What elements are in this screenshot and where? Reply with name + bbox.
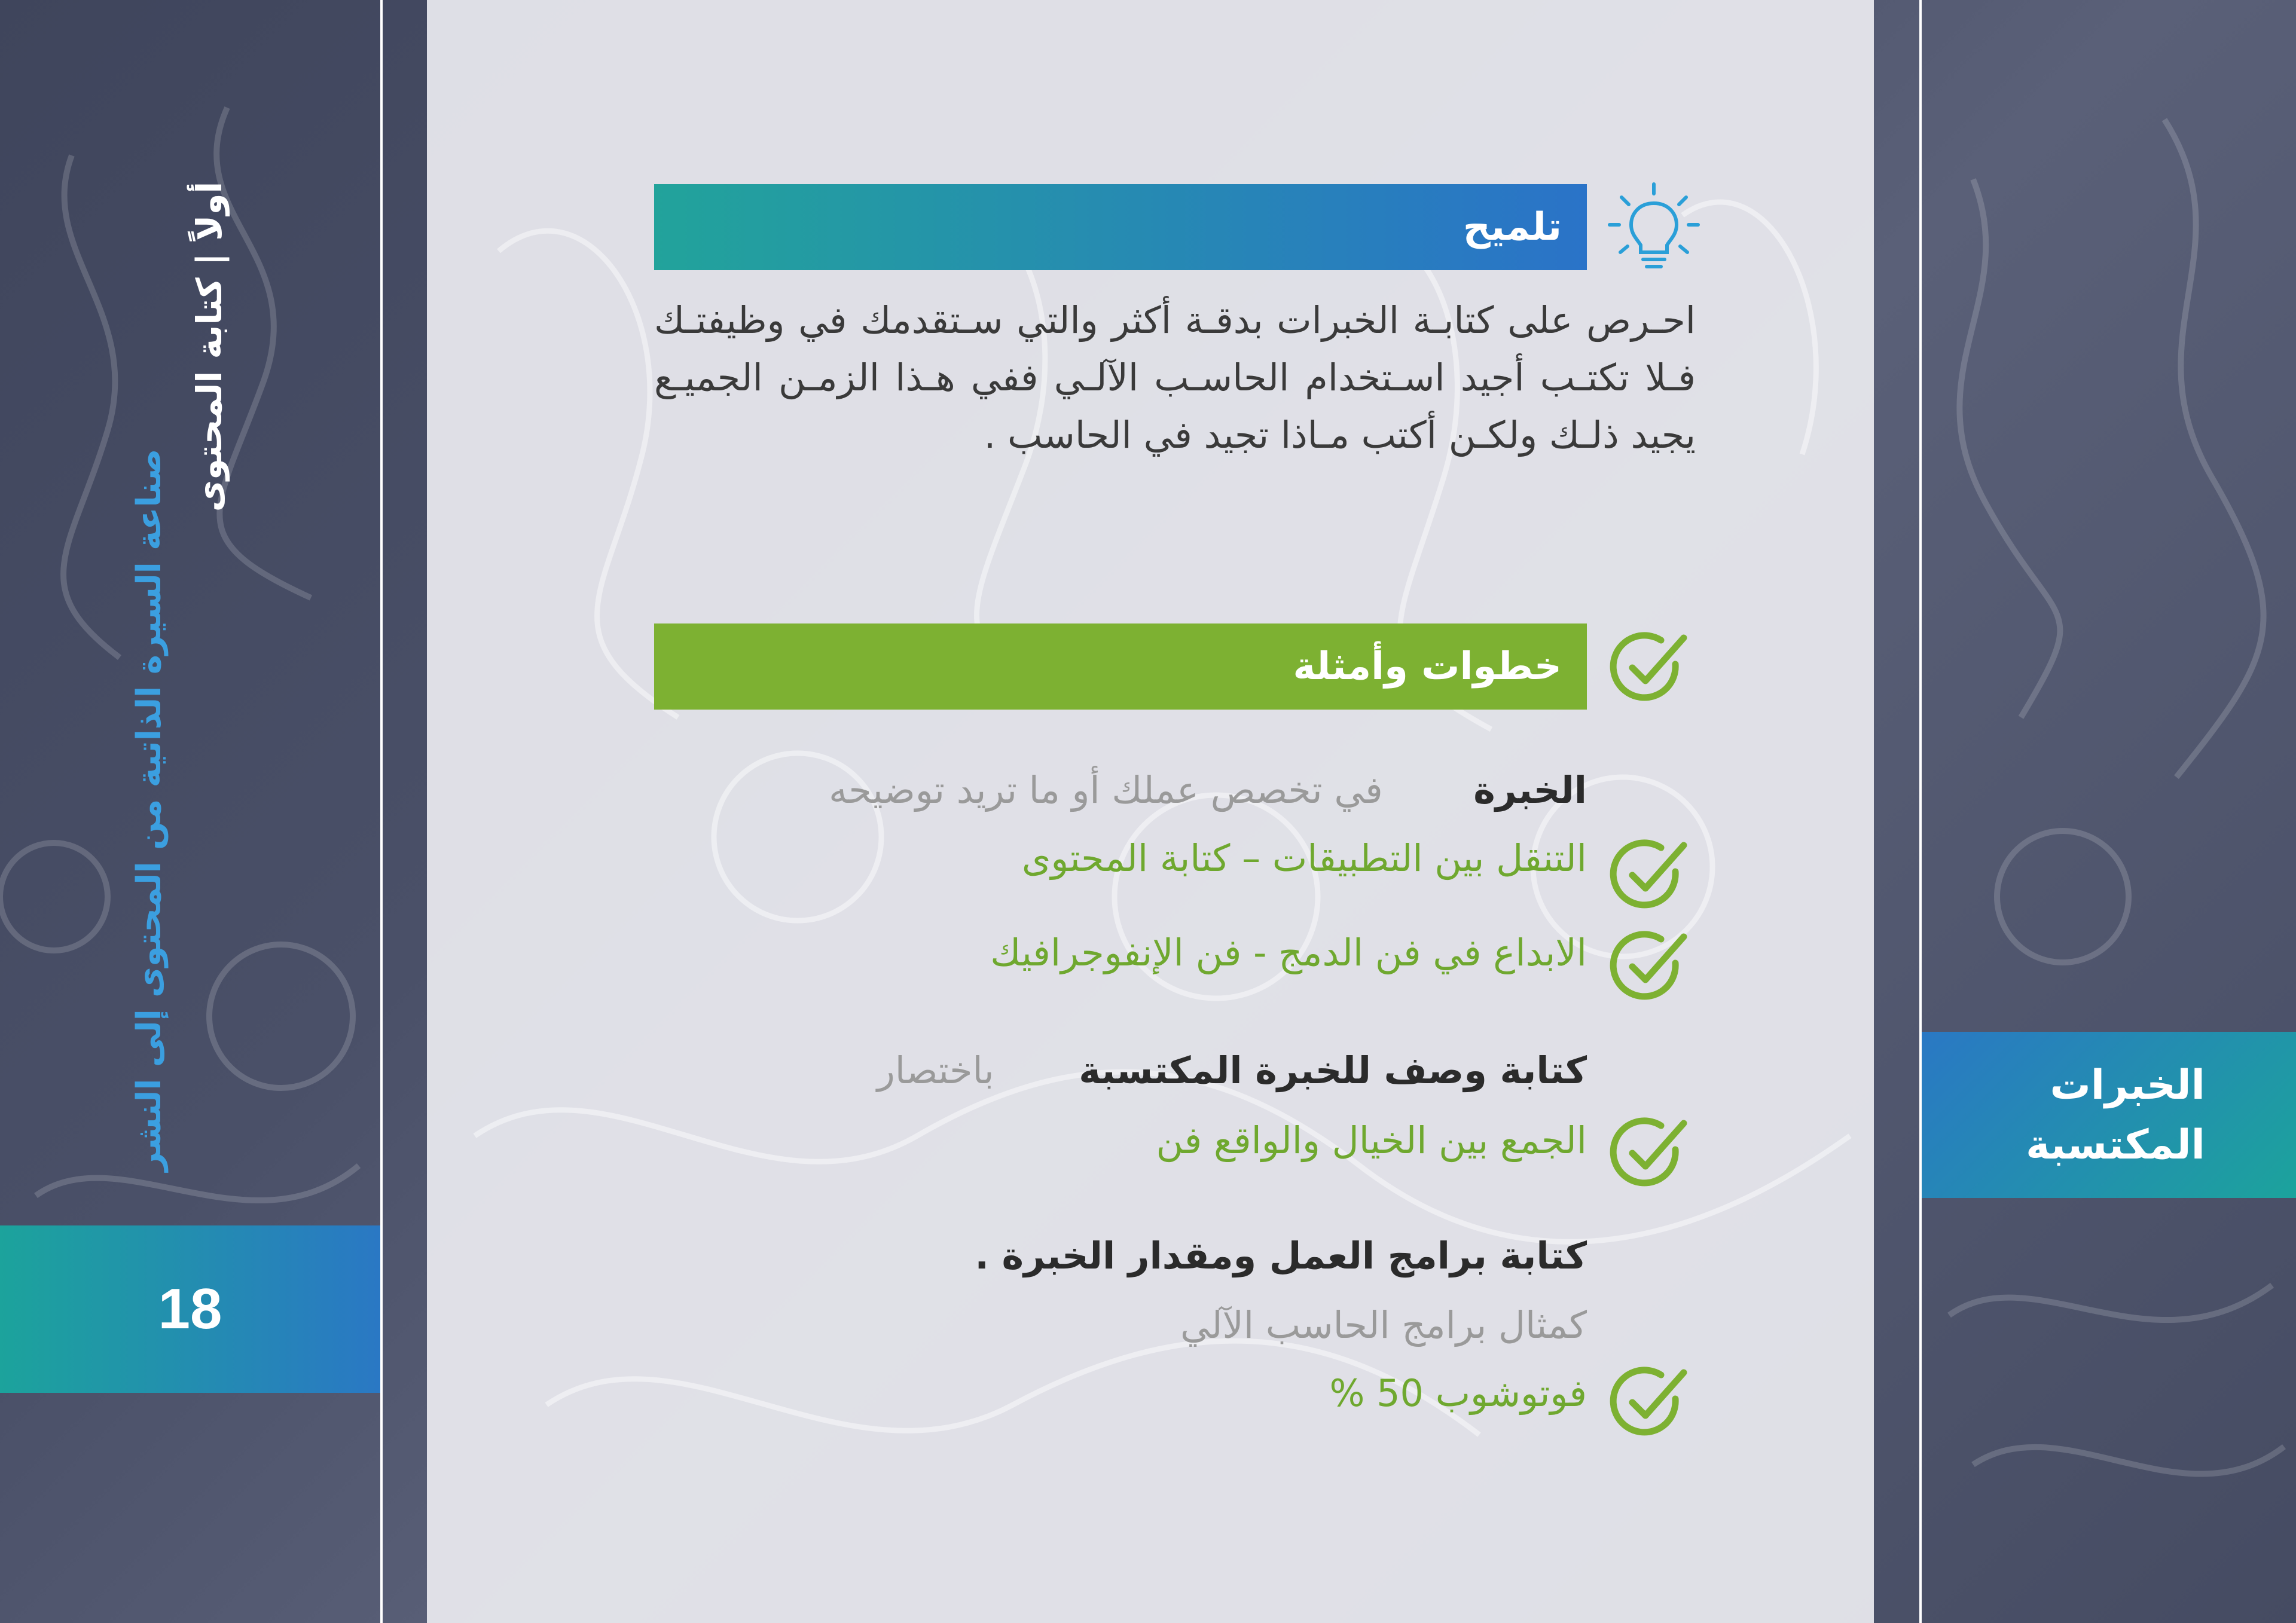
section-label-box: [1922, 1032, 2296, 1198]
chapter-label: أولاً | كتابة المحتوى: [189, 181, 230, 512]
step-heading-note: باختصار: [877, 1049, 994, 1092]
page-number-box: [0, 1225, 380, 1393]
step-heading-text: الخبرة: [1473, 768, 1587, 812]
book-title: صناعة السيرة الذاتية من المحتوى إلى النشر: [130, 448, 169, 1172]
tip-header-bar: [654, 184, 1587, 270]
step-heading: [829, 763, 1587, 817]
check-circle-icon: [1608, 1364, 1692, 1442]
check-circle-icon: [1608, 837, 1692, 915]
step-heading-text: كتابة وصف للخبرة المكتسبة: [1079, 1049, 1587, 1092]
step-heading-text: كتابة برامج العمل ومقدار الخبرة .: [975, 1234, 1587, 1277]
divider-line-right: [1919, 0, 1922, 1623]
tip-title: تلميح: [1463, 205, 1562, 249]
check-circle-icon: [1608, 629, 1692, 707]
step-heading-note: في تخصص عملك أو ما تريد توضيحه: [829, 768, 1383, 812]
section-label-line1: الخبرات: [2050, 1062, 2205, 1109]
example-item: التنقل بين التطبيقات – كتابة المحتوى: [1021, 836, 1587, 880]
step-heading: [975, 1229, 1587, 1283]
check-circle-icon: [1608, 1115, 1692, 1193]
step-note: كمثال برامج الحاسب الآلي: [1180, 1303, 1587, 1347]
example-item: الجمع بين الخيال والواقع فن: [1156, 1118, 1587, 1162]
section-label-line2: المكتسبة: [2026, 1121, 2205, 1169]
steps-header-bar: [654, 623, 1587, 710]
example-item: الابداع في فن الدمج - فن الإنفوجرافيك: [990, 931, 1587, 974]
divider-line-left: [380, 0, 383, 1623]
tip-body-text: احـرص على كتابـة الخبرات بدقـة أكثر والتي سـتقدمك في وظيفتـك فـلا تكتـب أجيد اسـتخدام الحاسـب الآلـي ففي هـذا الزمـن الجميـع يجيد ذلـك ولكـن أكتب مـاذا تجيد في الحاسب .: [654, 298, 1696, 457]
example-item: فوتوشوب 50 %: [1329, 1371, 1587, 1415]
lightbulb-icon: [1606, 179, 1702, 275]
steps-title: خطوات وأمثلة: [1293, 644, 1562, 689]
step-heading: [877, 1044, 1587, 1098]
page-number: 18: [158, 1277, 222, 1341]
check-circle-icon: [1608, 928, 1692, 1006]
